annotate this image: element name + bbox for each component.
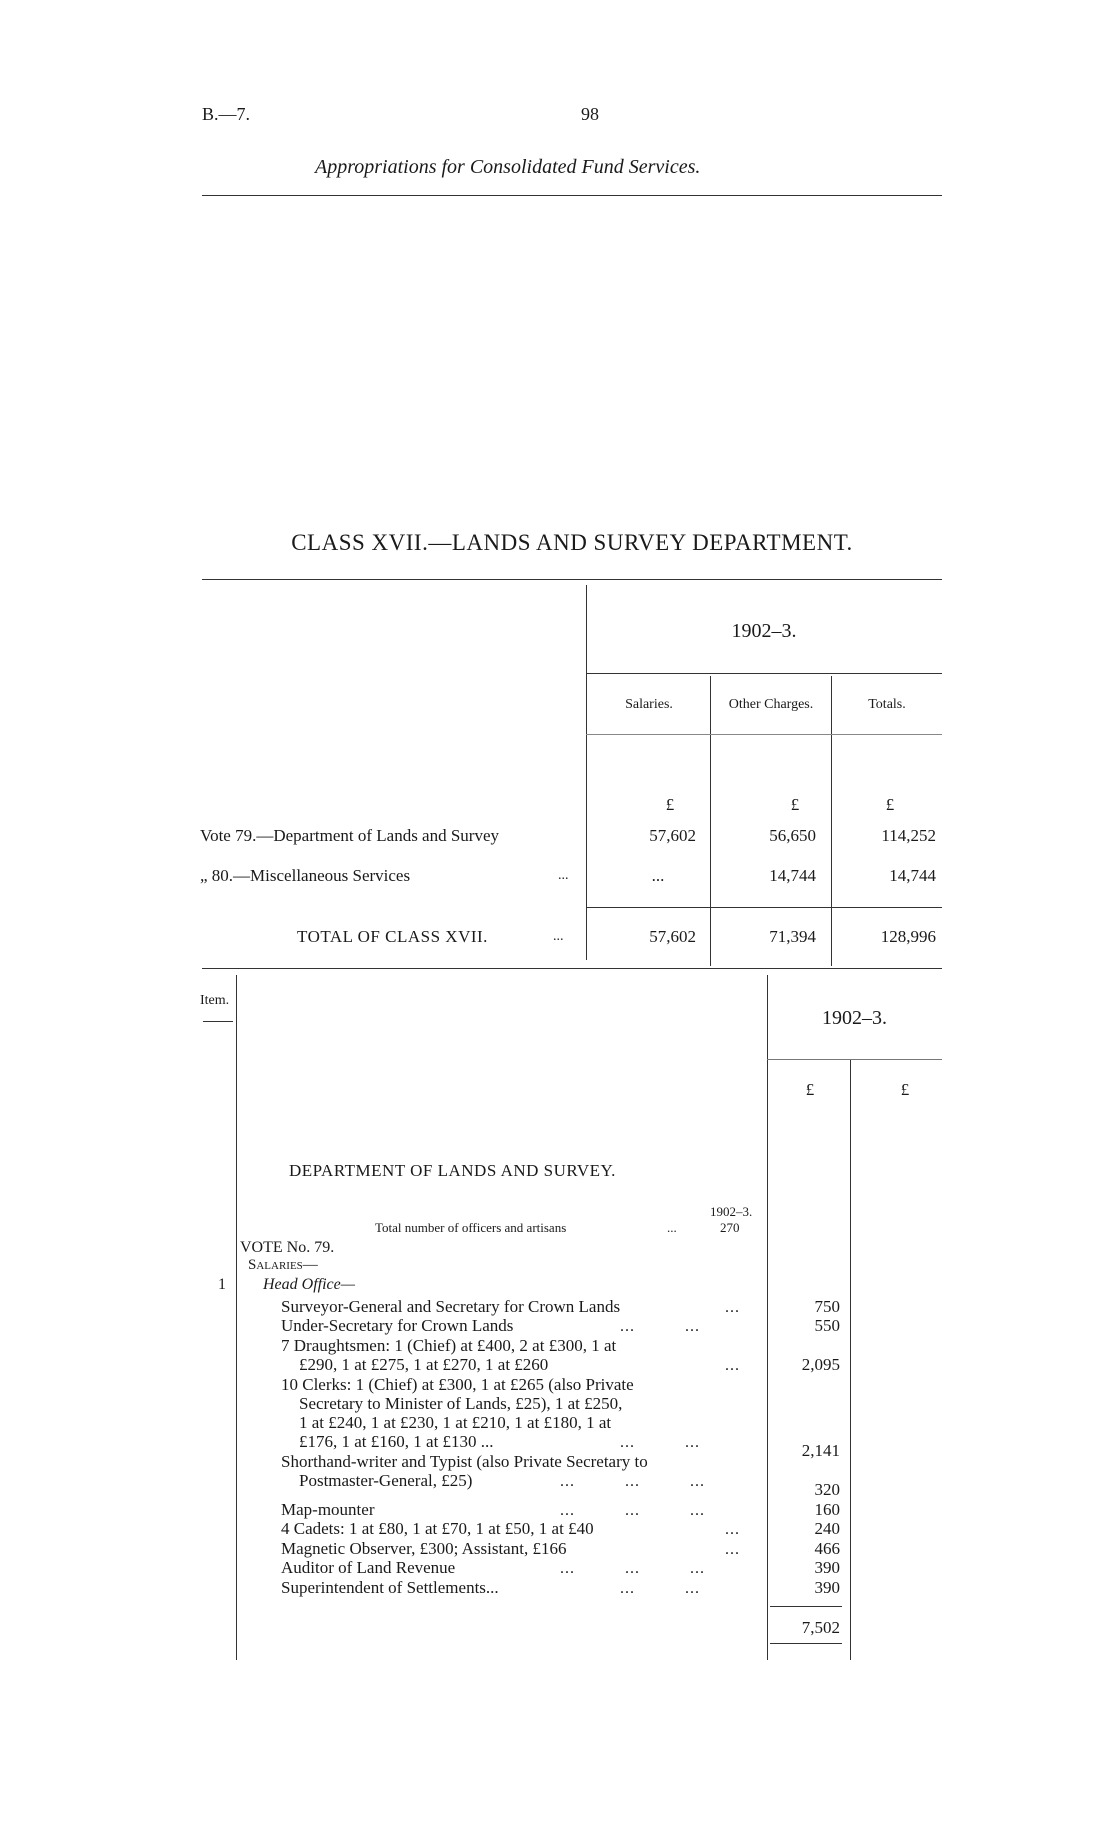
subtotal-amount: 7,502	[801, 1618, 840, 1637]
vote-heading: VOTE No. 79.	[240, 1239, 335, 1256]
entry-line: Shorthand-writer and Typist (also Private Secretary to	[281, 1452, 648, 1471]
item-header-rule	[203, 1021, 233, 1022]
entry-line: £176, 1 at £160, 1 at £130 ...	[299, 1432, 494, 1451]
class-title: CLASS XVII.—LANDS AND SURVEY DEPARTMENT.	[291, 530, 853, 555]
header-rule	[202, 195, 942, 196]
entry-line: 1 at £240, 1 at £230, 1 at £210, 1 at £180, 1 at	[299, 1413, 612, 1432]
entry-dots: ... ...	[620, 1434, 700, 1451]
currency-totals: £	[885, 795, 895, 814]
col-header-totals: Totals.	[868, 697, 906, 712]
entry-dots: ...	[725, 1299, 740, 1316]
subtotal-rule	[770, 1606, 842, 1607]
detail-currency-2: £	[900, 1080, 910, 1099]
summary-row-label: Vote 79.—Department of Lands and Survey	[200, 826, 500, 845]
entry-amount: 750	[814, 1297, 840, 1316]
summary-row-dots: ...	[558, 868, 569, 883]
entry-line: Magnetic Observer, £300; Assistant, £166	[281, 1539, 567, 1558]
currency-salaries: £	[665, 795, 675, 814]
detail-currency-1: £	[805, 1080, 815, 1099]
summary-total-totals: 128,996	[880, 927, 936, 946]
department-title: DEPARTMENT OF LANDS AND SURVEY.	[289, 1161, 616, 1180]
page-number: 98	[581, 104, 599, 124]
officers-count: 270	[720, 1220, 740, 1235]
entry-amount: 240	[814, 1519, 840, 1538]
entry-line: 4 Cadets: 1 at £80, 1 at £70, 1 at £50, 1 at £40	[281, 1519, 594, 1538]
detail-year: 1902–3.	[822, 1007, 887, 1029]
officers-year: 1902–3.	[710, 1204, 753, 1219]
entry-dots: ... ... ...	[560, 1502, 705, 1519]
entry-dots: ...	[725, 1357, 740, 1374]
entry-amount: 466	[814, 1539, 840, 1558]
summary-total-salaries: 57,602	[649, 927, 696, 946]
entry-amount: 390	[814, 1578, 840, 1597]
officers-dots: ...	[667, 1220, 677, 1235]
item-column-divider	[236, 975, 237, 1660]
subtotal-underline	[770, 1643, 842, 1644]
entry-line: 7 Draughtsmen: 1 (Chief) at £400, 2 at £300, 1 at	[281, 1336, 617, 1355]
summary-total-other: 71,394	[769, 927, 816, 946]
entry-amount: 160	[814, 1500, 840, 1519]
summary-total-rule	[586, 907, 942, 908]
summary-row-totals: 14,744	[889, 866, 936, 885]
entry-amount: 390	[814, 1558, 840, 1577]
head-office-heading: Head Office—	[263, 1276, 355, 1293]
amount-column-divider	[767, 975, 768, 1660]
class-title-rule	[202, 579, 942, 580]
detail-year-rule	[767, 1059, 942, 1060]
col-header-other-charges: Other Charges.	[728, 697, 814, 712]
entry-dots: ...	[725, 1541, 740, 1558]
entry-dots: ... ...	[620, 1318, 700, 1335]
entry-line: Superintendent of Settlements...	[281, 1578, 499, 1597]
item-header: Item.	[200, 993, 230, 1008]
entry-line: Map-mounter	[281, 1500, 375, 1519]
entry-line: 10 Clerks: 1 (Chief) at £300, 1 at £265 (also Private	[281, 1375, 634, 1394]
entry-dots: ...	[725, 1521, 740, 1538]
summary-col-divider-2	[831, 676, 832, 966]
entry-amount: 2,141	[801, 1441, 840, 1460]
entry-amount: 550	[814, 1316, 840, 1335]
salaries-heading: Salaries—	[248, 1257, 318, 1273]
summary-row-salaries: 57,602	[649, 826, 696, 845]
section-rule	[202, 968, 942, 969]
entry-dots: ... ...	[620, 1580, 700, 1597]
entry-amount: 320	[814, 1480, 840, 1499]
officers-label: Total number of officers and artisans	[375, 1220, 567, 1235]
summary-year: 1902–3.	[731, 620, 797, 642]
summary-row-other: 56,650	[769, 826, 816, 845]
summary-row-salaries: ...	[651, 866, 665, 885]
col-header-rule	[586, 734, 942, 735]
summary-year-rule	[586, 673, 942, 674]
summary-total-label: TOTAL OF CLASS XVII.	[297, 927, 488, 946]
entry-line: Auditor of Land Revenue	[281, 1558, 456, 1577]
currency-other: £	[790, 795, 800, 814]
summary-col-divider-1	[710, 676, 711, 966]
item-number: 1	[218, 1276, 226, 1293]
entry-line: Postmaster-General, £25)	[299, 1471, 473, 1490]
col-header-salaries: Salaries.	[625, 697, 673, 712]
document-reference: B.—7.	[202, 104, 251, 124]
summary-row-totals: 114,252	[881, 826, 936, 845]
entry-dots: ... ... ...	[560, 1560, 705, 1577]
entry-line: £290, 1 at £275, 1 at £270, 1 at £260	[299, 1355, 549, 1374]
entry-line: Under-Secretary for Crown Lands	[281, 1316, 514, 1335]
amount-subcolumn-divider	[850, 1060, 851, 1660]
summary-row-other: 14,744	[769, 866, 816, 885]
running-title: Appropriations for Consolidated Fund Services.	[315, 156, 701, 178]
entry-line: Surveyor-General and Secretary for Crown Lands	[281, 1297, 621, 1316]
summary-row-label: „ 80.—Miscellaneous Services	[200, 866, 411, 885]
entry-line: Secretary to Minister of Lands, £25), 1 at £250,	[299, 1394, 623, 1413]
summary-total-dots: ...	[553, 929, 564, 944]
entry-dots: ... ... ...	[560, 1473, 705, 1490]
entry-amount: 2,095	[801, 1355, 840, 1374]
